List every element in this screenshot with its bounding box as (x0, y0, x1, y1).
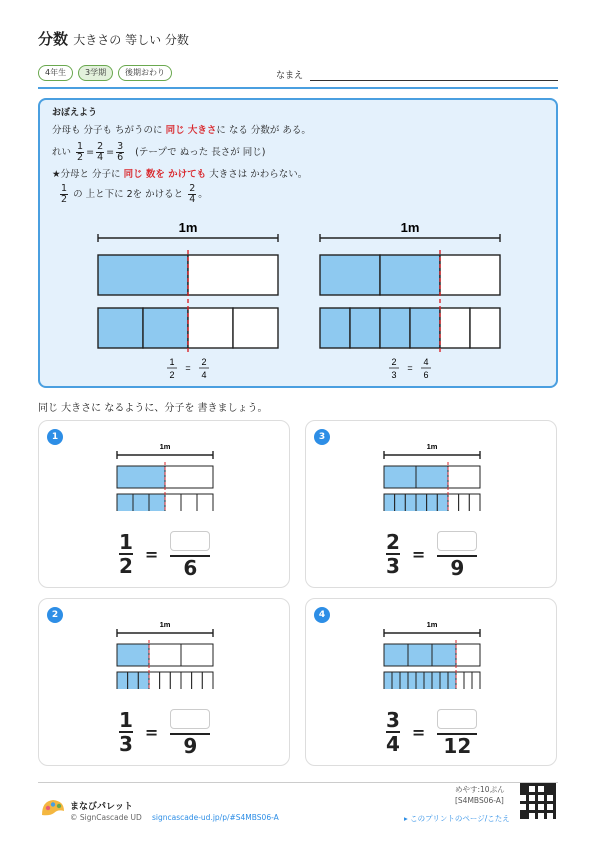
qr-module (535, 783, 538, 786)
qr-module (532, 801, 535, 804)
qr-module (520, 816, 523, 819)
tag-grade: 4年生 (38, 65, 73, 81)
tape-segment (432, 644, 456, 666)
qr-module (529, 792, 532, 795)
tape-segment (408, 672, 416, 689)
tape-segment (384, 494, 395, 511)
qr-module (550, 792, 553, 795)
time-estimate: めやす:10ぷん (455, 785, 505, 794)
qr-module (553, 783, 556, 786)
tape-segment (133, 494, 149, 511)
qr-module (523, 792, 526, 795)
qr-module (532, 810, 535, 813)
qr-module (526, 789, 529, 792)
qr-module (538, 792, 541, 795)
given-fraction: $\frac{3}{4}$ (386, 708, 400, 756)
qr-module (523, 810, 526, 813)
tape-segment (165, 494, 181, 511)
qr-code-icon[interactable] (520, 783, 556, 819)
tape-segment (470, 308, 500, 348)
sheet-code: [S4MBS06-A] (455, 796, 504, 805)
qr-module (544, 783, 547, 786)
qr-module (526, 813, 529, 816)
qr-module (535, 813, 538, 816)
qr-module (526, 798, 529, 801)
diagram-equals: = (185, 363, 191, 373)
qr-module (541, 792, 544, 795)
tape-segment (384, 644, 408, 666)
tape-segment (416, 672, 424, 689)
numerator-answer-box[interactable] (437, 531, 477, 551)
instruction: 同じ 大きさに なるように、分子を 書きましょう。 (38, 403, 268, 414)
tape-segment (149, 494, 165, 511)
tape-segment (143, 308, 188, 348)
tape-segment (117, 494, 133, 511)
tape-segment (192, 672, 203, 689)
diagram-numerator: 2 (201, 357, 207, 367)
qr-module (532, 783, 535, 786)
tape-segment (440, 308, 470, 348)
equals-sign: = (144, 544, 159, 564)
tape-segment (197, 494, 213, 511)
ruler-label: 1m (178, 220, 198, 235)
info-line3: ★分母と 分子に 同じ 数を かけても 大きさは かわらない。 (52, 169, 308, 180)
qr-module (526, 804, 529, 807)
title-main: 分数 (38, 30, 69, 48)
info-line2: れい $\frac{1}{2}$ = $\frac{2}{4}$ = $\frac{3}{6}$ (テープで ぬった 長さが 同じ) (52, 141, 266, 163)
qr-module (544, 798, 547, 801)
ruler-label: 1m (426, 620, 438, 629)
answer-fraction (437, 529, 477, 579)
tape-segment (188, 308, 233, 348)
given-fraction: $\frac{1}{2}$ (119, 530, 133, 578)
tape-segment (416, 466, 448, 488)
tape-segment (469, 494, 480, 511)
problem-equation (119, 529, 210, 579)
qr-module (523, 786, 526, 789)
qr-module (544, 801, 547, 804)
example-frac-3: $\frac{3}{6}$ (117, 141, 124, 163)
diagram-denominator: 6 (423, 370, 429, 380)
info-line4: $\frac{1}{2}$ の 上と下に 2を かけると $\frac{2}{4}$ 。 (61, 183, 208, 205)
qr-module (529, 801, 532, 804)
answer-denominator: 9 (183, 734, 198, 758)
qr-module (553, 804, 556, 807)
tape-segment (459, 494, 470, 511)
tape-segment (392, 672, 400, 689)
qr-module (535, 798, 538, 801)
qr-module (523, 801, 526, 804)
tag-term: 3学期 (78, 65, 113, 81)
ruler-label: 1m (159, 620, 171, 629)
qr-module (547, 801, 550, 804)
answer-fraction (437, 707, 477, 757)
qr-module (553, 801, 556, 804)
qr-module (520, 813, 523, 816)
info-box (38, 98, 558, 388)
tape-segment (181, 494, 197, 511)
qr-module (544, 786, 547, 789)
diagram-numerator: 1 (169, 357, 175, 367)
problem-number-badge: 3 (314, 429, 330, 445)
tape-segment (98, 255, 188, 295)
qr-module (547, 783, 550, 786)
tape-segment (149, 644, 181, 666)
tape-segment (448, 494, 459, 511)
qr-module (547, 786, 550, 789)
qr-module (547, 792, 550, 795)
tape-segment (405, 494, 416, 511)
qr-module (520, 810, 523, 813)
qr-module (535, 795, 538, 798)
qr-module (550, 789, 553, 792)
qr-module (535, 807, 538, 810)
problem-tape-diagram (39, 421, 291, 511)
problem-number-badge: 4 (314, 607, 330, 623)
qr-module (535, 801, 538, 804)
tape-segment (181, 644, 213, 666)
tape-segment (456, 672, 464, 689)
tape-segment (432, 672, 440, 689)
qr-module (544, 804, 547, 807)
ruler-label: 1m (400, 220, 420, 235)
problem-equation (386, 529, 477, 579)
qr-module (553, 813, 556, 816)
qr-module (523, 789, 526, 792)
answer-fraction (170, 707, 210, 757)
problem-number-badge: 1 (47, 429, 63, 445)
title-sub: 大きさの 等しい 分数 (73, 33, 189, 47)
qr-module (544, 792, 547, 795)
qr-module (520, 792, 523, 795)
ruler-label: 1m (159, 442, 171, 451)
tape-segment (380, 255, 440, 295)
problem-card-2 (38, 598, 290, 766)
problem-card-1 (38, 420, 290, 588)
qr-module (553, 789, 556, 792)
tape-segment (98, 308, 143, 348)
equals-sign: = (411, 544, 426, 564)
tape-segment (320, 255, 380, 295)
diagram-numerator: 2 (391, 357, 397, 367)
qr-module (523, 816, 526, 819)
tape-segment (117, 466, 165, 488)
tape-segment (233, 308, 278, 348)
tape-segment (395, 494, 406, 511)
tag-period: 後期おわり (118, 65, 172, 81)
qr-module (520, 786, 523, 789)
diagram-denominator: 2 (169, 370, 175, 380)
numerator-answer-box[interactable] (170, 709, 210, 729)
tape-segment (384, 466, 416, 488)
qr-module (544, 816, 547, 819)
problem-equation (386, 707, 477, 757)
qr-module (523, 813, 526, 816)
qr-module (553, 807, 556, 810)
qr-module (553, 810, 556, 813)
given-fraction: $\frac{2}{3}$ (386, 530, 400, 578)
qr-module (529, 783, 532, 786)
example-frac-2: $\frac{2}{4}$ (97, 141, 104, 163)
problem-equation (119, 707, 210, 757)
tape-segment (188, 255, 278, 295)
diagram-denominator: 4 (201, 370, 207, 380)
tape-segment (448, 672, 456, 689)
answer-fraction (170, 529, 210, 579)
qr-module (520, 801, 523, 804)
qr-module (538, 783, 541, 786)
tape-segment (408, 644, 432, 666)
diagram-denominator: 3 (391, 370, 397, 380)
answer-denominator: 12 (443, 734, 472, 758)
qr-module (526, 792, 529, 795)
tape-segment (384, 672, 392, 689)
info-heading: おぼえよう (52, 108, 98, 118)
tape-segment (170, 672, 181, 689)
qr-module (541, 810, 544, 813)
qr-module (526, 801, 529, 804)
tape-segment (416, 494, 427, 511)
tape-segment (410, 308, 440, 348)
qr-module (526, 783, 529, 786)
tape-segment (440, 672, 448, 689)
qr-module (535, 804, 538, 807)
qr-module (535, 792, 538, 795)
problem-number-badge: 2 (47, 607, 63, 623)
numerator-answer-box[interactable] (170, 531, 210, 551)
qr-module (523, 783, 526, 786)
tape-segment (117, 672, 128, 689)
tape-segment (424, 672, 432, 689)
tape-segment (440, 255, 500, 295)
equals-sign: = (144, 722, 159, 742)
header-divider (38, 87, 558, 89)
qr-module (550, 786, 553, 789)
qr-module (544, 810, 547, 813)
example-frac-1: $\frac{1}{2}$ (77, 141, 84, 163)
qr-module (538, 810, 541, 813)
qr-module (553, 792, 556, 795)
info-diagrams (40, 100, 556, 386)
qr-module (535, 810, 538, 813)
tape-segment (181, 672, 192, 689)
info-line1: 分母も 分子も ちがうのに 同じ 大きさに なる 分数が ある。 (52, 125, 311, 136)
equals-sign: = (411, 722, 426, 742)
tape-segment (149, 672, 160, 689)
palette-logo-icon (40, 797, 66, 817)
qr-module (526, 810, 529, 813)
qr-module (550, 810, 553, 813)
name-label: なまえ (276, 71, 304, 81)
copyright: © SignCascade UD (70, 813, 142, 822)
ruler-label: 1m (426, 442, 438, 451)
qr-module (544, 813, 547, 816)
answer-page-link[interactable]: ▸ このプリントのページ/こたえ (404, 814, 510, 823)
qr-module (535, 816, 538, 819)
problem-card-3 (305, 420, 557, 588)
qr-module (550, 801, 553, 804)
diagram-equals: = (407, 363, 413, 373)
qr-module (553, 798, 556, 801)
tape-segment (400, 672, 408, 689)
qr-module (535, 786, 538, 789)
problem-tape-diagram (306, 599, 558, 689)
tape-segment (320, 308, 350, 348)
qr-module (541, 783, 544, 786)
diagram-numerator: 4 (423, 357, 429, 367)
answer-denominator: 9 (450, 556, 465, 580)
tape-segment (138, 672, 149, 689)
qr-module (535, 789, 538, 792)
numerator-answer-box[interactable] (437, 709, 477, 729)
qr-module (544, 789, 547, 792)
qr-module (544, 807, 547, 810)
name-line[interactable] (310, 80, 558, 81)
qr-module (532, 792, 535, 795)
qr-module (553, 795, 556, 798)
qr-module (544, 795, 547, 798)
qr-module (526, 795, 529, 798)
problem-tape-diagram (39, 599, 291, 689)
qr-module (547, 789, 550, 792)
given-fraction: $\frac{1}{3}$ (119, 708, 133, 756)
qr-module (538, 801, 541, 804)
tape-segment (117, 644, 149, 666)
tape-segment (350, 308, 380, 348)
tape-segment (427, 494, 438, 511)
tape-segment (128, 672, 139, 689)
qr-module (526, 807, 529, 810)
qr-module (553, 816, 556, 819)
qr-module (553, 786, 556, 789)
tape-segment (202, 672, 213, 689)
page-title (38, 28, 189, 49)
tape-segment (472, 672, 480, 689)
footer-url-link[interactable]: signcascade-ud.jp/p/#S4MBS06-A (152, 813, 279, 822)
qr-module (550, 783, 553, 786)
qr-module (520, 789, 523, 792)
qr-module (547, 810, 550, 813)
tape-segment (456, 644, 480, 666)
brand-name: まなびパレット (70, 802, 133, 812)
tape-segment (448, 466, 480, 488)
tape-segment (437, 494, 448, 511)
qr-module (541, 801, 544, 804)
qr-module (520, 783, 523, 786)
qr-module (526, 786, 529, 789)
tape-segment (160, 672, 171, 689)
qr-module (526, 816, 529, 819)
answer-denominator: 6 (183, 556, 198, 580)
footer-divider (38, 782, 558, 783)
qr-module (529, 810, 532, 813)
tape-segment (165, 466, 213, 488)
problem-card-4 (305, 598, 557, 766)
tape-segment (380, 308, 410, 348)
problem-tape-diagram (306, 421, 558, 511)
tape-segment (464, 672, 472, 689)
